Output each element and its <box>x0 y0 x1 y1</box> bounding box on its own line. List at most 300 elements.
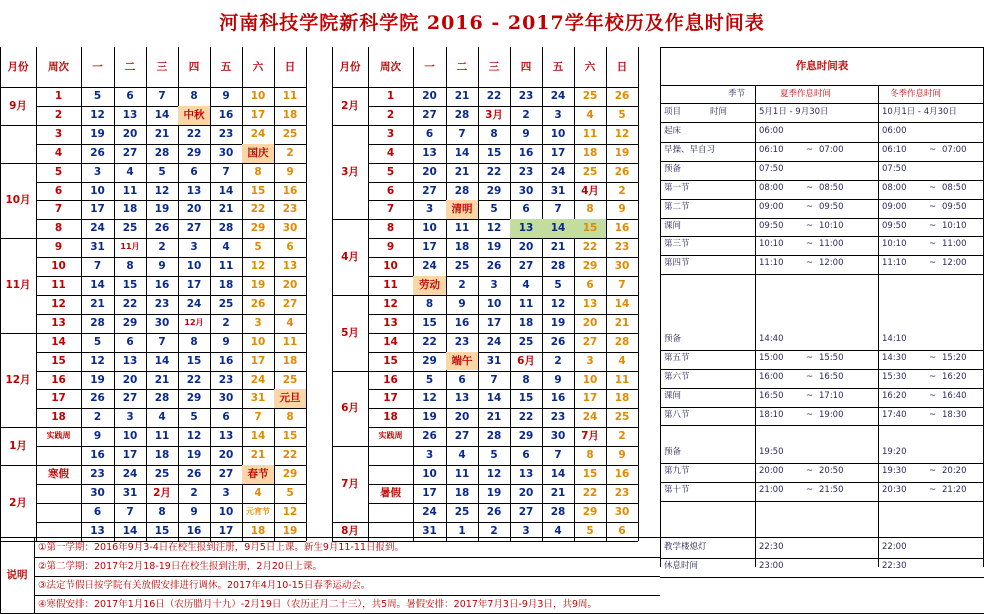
summer-start: 16:00 <box>759 371 784 382</box>
right-cal-day-cell: 11 <box>518 297 534 310</box>
right-cal-day-cell: 4 <box>618 354 626 367</box>
summer-end: 15:50 <box>819 352 844 363</box>
schedule-row-name: 课间 <box>664 220 682 231</box>
schedule-time-header: 时间 <box>710 107 728 117</box>
summer-dash: ~ <box>806 409 814 420</box>
right-cal-day-cell: 端午 <box>446 352 478 371</box>
right-cal-day-cell: 18 <box>614 392 630 405</box>
right-cal-day-cell: 9 <box>522 127 530 140</box>
schedule-row-name: 第三节 <box>664 239 690 250</box>
right-cal-day-cell: 26 <box>614 90 630 102</box>
right-cal-day-cell: 29 <box>582 505 598 518</box>
right-cal-week-number: 4 <box>386 146 395 159</box>
winter-start: 19:30 <box>882 466 907 477</box>
right-cal-day-cell: 1 <box>458 524 466 537</box>
left-cal-day-cell: 11 <box>282 335 298 348</box>
page-title: 河南科技学院新科学院 2016 - 2017学年校历及作息时间表 <box>219 12 765 34</box>
left-cal-day-cell: 25 <box>282 373 298 386</box>
left-cal-day-cell: 3 <box>126 411 134 424</box>
left-cal-day-cell: 23 <box>218 127 234 140</box>
right-cal-day-cell: 23 <box>550 411 566 424</box>
winter-start: 20:30 <box>882 485 907 496</box>
right-cal-day-cell: 10 <box>422 468 437 480</box>
right-cal-week-number: 14 <box>383 335 398 348</box>
right-cal-header-day: 四 <box>520 61 532 73</box>
left-cal-day-cell: 9 <box>286 165 294 178</box>
left-cal-day-cell: 28 <box>154 392 170 405</box>
summer-dash: ~ <box>806 201 814 212</box>
left-cal-day-cell: 19 <box>90 127 105 140</box>
left-cal-day-cell: 18 <box>282 108 298 121</box>
left-cal-day-cell: 21 <box>154 373 170 386</box>
right-cal-day-cell: 28 <box>454 108 470 121</box>
right-cal-day-cell: 2 <box>458 279 466 291</box>
left-cal-day-cell: 7 <box>158 90 166 102</box>
left-cal-day-cell: 14 <box>90 279 105 291</box>
left-cal-day-cell: 2 <box>222 316 230 329</box>
left-cal-day-cell: 29 <box>186 392 202 405</box>
winter-end: 10:10 <box>942 220 967 231</box>
summer-start: 06:10 <box>759 144 784 155</box>
right-cal-day-cell: 24 <box>422 505 437 518</box>
summer-start: 22:30 <box>759 541 784 552</box>
schedule-row-name: 预备 <box>664 333 682 344</box>
summer-end: 19:00 <box>819 409 844 420</box>
left-cal-day-cell: 18 <box>282 354 298 367</box>
grid-line <box>660 47 984 48</box>
left-cal-day-cell: 29 <box>122 316 138 329</box>
schedule-row-name: 第二节 <box>664 201 690 212</box>
left-cal-day-cell: 10 <box>250 335 266 348</box>
winter-end: 16:20 <box>942 371 967 382</box>
left-cal-day-cell: 24 <box>250 127 266 140</box>
left-cal-day-cell: 13 <box>122 354 138 367</box>
right-cal-day-cell: 4 <box>586 108 594 121</box>
grid-line <box>0 125 36 126</box>
schedule-title: 作息时间表 <box>795 60 849 72</box>
right-cal-day-cell: 3 <box>522 524 530 537</box>
schedule-row-name: 预备 <box>664 447 682 458</box>
left-cal-day-cell: 5 <box>93 335 102 348</box>
note-item: ③法定节假日按学院有关放假安排进行调休。2017年4月10-15日春季运动会。 <box>38 580 371 591</box>
right-cal-day-cell: 28 <box>550 260 566 273</box>
summer-start: 11:10 <box>759 258 784 269</box>
right-cal-day-cell: 16 <box>550 392 566 405</box>
right-cal-day-cell: 24 <box>550 165 566 178</box>
right-cal-day-cell: 26 <box>550 335 566 348</box>
left-cal-day-cell: 12 <box>282 505 298 518</box>
left-cal-day-cell: 13 <box>122 108 138 121</box>
left-cal-day-cell: 24 <box>186 297 202 310</box>
right-cal-week-number: 6 <box>386 184 395 197</box>
right-cal-day-cell: 18 <box>518 316 534 329</box>
right-cal-day-cell: 16 <box>614 222 630 235</box>
left-cal-week-number: 16 <box>51 373 66 386</box>
right-cal-day-cell: 5 <box>490 203 498 216</box>
right-cal-day-cell: 11 <box>614 373 630 386</box>
winter-start: 09:00 <box>882 201 907 212</box>
left-cal-day-cell: 9 <box>190 505 198 518</box>
right-cal-day-cell: 4月 <box>581 184 599 197</box>
left-cal-day-cell: 13 <box>90 524 105 537</box>
left-cal-week-number: 13 <box>51 316 66 329</box>
right-cal-day-cell: 19 <box>614 146 630 159</box>
winter-end: 12:00 <box>942 258 967 269</box>
schedule-row-name: 第四节 <box>664 258 690 269</box>
left-cal-day-cell: 16 <box>218 354 234 367</box>
left-cal-day-cell: 11 <box>282 90 298 102</box>
summer-dash: ~ <box>806 371 814 382</box>
left-cal-day-cell: 20 <box>282 279 298 291</box>
summer-end: 21:50 <box>819 485 844 496</box>
winter-end: 07:00 <box>942 144 967 155</box>
right-cal-day-cell: 26 <box>486 260 502 273</box>
right-cal-day-cell: 25 <box>518 335 534 348</box>
winter-start: 14:30 <box>882 352 907 363</box>
left-cal-day-cell: 17 <box>186 279 202 291</box>
right-cal-day-cell: 16 <box>518 146 534 159</box>
right-cal-day-cell: 20 <box>422 165 437 178</box>
right-cal-day-cell: 4 <box>554 524 562 537</box>
right-cal-day-cell: 5 <box>554 279 562 291</box>
left-cal-day-cell: 12 <box>90 354 105 367</box>
left-cal-day-cell: 30 <box>218 392 234 405</box>
grid-line <box>660 501 984 502</box>
right-cal-day-cell: 7月 <box>581 430 599 443</box>
note-item: ④寒假安排：2017年1月16日（农历腊月十九）-2月19日（农历正月二十三），共5周。暑假安排：2017年7月3日-9月3日，共9周。 <box>38 599 598 610</box>
grid-line <box>660 85 984 86</box>
left-cal-day-cell: 2 <box>190 486 198 499</box>
grid-line <box>332 446 368 447</box>
right-cal-day-cell: 6 <box>522 203 530 216</box>
left-cal-day-cell: 15 <box>282 430 298 443</box>
summer-start: 23:00 <box>759 560 784 571</box>
right-cal-day-cell: 17 <box>486 316 502 329</box>
left-cal-week-number: 实践周 <box>46 431 71 441</box>
right-cal-day-cell: 4 <box>458 449 466 462</box>
right-cal-day-cell: 17 <box>422 486 437 499</box>
right-cal-day-cell: 16 <box>614 468 630 480</box>
winter-start: 22:30 <box>882 560 907 571</box>
left-cal-header-day: 五 <box>220 61 232 73</box>
right-cal-day-cell: 25 <box>454 505 470 518</box>
right-cal-day-cell: 30 <box>550 430 566 443</box>
summer-start: 08:00 <box>759 182 784 193</box>
summer-end: 12:00 <box>819 258 844 269</box>
grid-line <box>0 537 984 538</box>
summer-start: 09:00 <box>759 201 784 212</box>
summer-start: 09:50 <box>759 220 784 231</box>
winter-start: 11:10 <box>882 258 907 269</box>
left-cal-day-cell: 22 <box>186 373 202 386</box>
left-cal-header-week: 周次 <box>48 61 69 73</box>
left-cal-day-cell: 15 <box>122 279 138 291</box>
summer-end: 16:50 <box>819 371 844 382</box>
right-cal-day-cell: 21 <box>454 90 470 102</box>
schedule-row-name: 第十节 <box>664 485 690 496</box>
left-cal-day-cell: 12 <box>250 260 266 273</box>
right-cal-day-cell: 27 <box>422 108 437 121</box>
left-cal-day-cell: 3 <box>190 241 198 254</box>
summer-dash: ~ <box>806 239 814 250</box>
left-cal-day-cell: 4 <box>254 486 262 499</box>
left-cal-month-label: 1月 <box>9 440 27 453</box>
left-cal-day-cell: 28 <box>90 316 105 329</box>
schedule-season-header: 季节 <box>728 89 746 99</box>
right-cal-day-cell: 19 <box>422 411 437 424</box>
summer-start: 18:10 <box>759 409 784 420</box>
right-cal-day-cell: 29 <box>486 184 502 197</box>
right-cal-day-cell: 12 <box>422 392 437 405</box>
left-cal-day-cell: 28 <box>218 222 234 235</box>
left-cal-header-month: 月份 <box>7 61 29 73</box>
right-cal-day-cell: 6 <box>586 279 594 291</box>
right-cal-day-cell: 23 <box>614 486 630 499</box>
right-cal-day-cell: 15 <box>486 146 502 159</box>
schedule-row-name: 第六节 <box>664 371 690 382</box>
left-cal-day-cell: 31 <box>250 392 266 405</box>
right-cal-day-cell: 22 <box>582 486 598 499</box>
winter-start: 15:30 <box>882 371 907 382</box>
right-cal-week-number: 2 <box>386 108 395 121</box>
right-cal-week-number <box>368 446 413 465</box>
schedule-item-header: 项目 <box>664 107 682 117</box>
left-cal-day-cell: 春节 <box>242 465 274 484</box>
winter-start: 17:40 <box>882 409 907 420</box>
right-cal-day-cell: 12 <box>486 222 502 235</box>
right-cal-day-cell: 23 <box>518 90 534 102</box>
left-cal-day-cell: 22 <box>186 127 202 140</box>
left-cal-day-cell: 8 <box>254 165 262 178</box>
left-cal-day-cell: 17 <box>218 524 234 537</box>
winter-end: 21:20 <box>942 485 967 496</box>
grid-line <box>332 47 333 541</box>
right-cal-day-cell: 21 <box>454 165 470 178</box>
schedule-row-name: 第九节 <box>664 466 690 477</box>
left-cal-day-cell: 2 <box>158 241 166 254</box>
right-cal-day-cell: 清明 <box>446 200 478 219</box>
winter-start: 07:50 <box>882 163 907 174</box>
winter-start: 14:10 <box>882 333 907 344</box>
right-cal-day-cell: 20 <box>454 411 470 424</box>
left-cal-day-cell: 中秋 <box>178 106 210 125</box>
left-cal-header-day: 六 <box>252 61 264 73</box>
left-cal-day-cell: 元宵节 <box>246 506 270 516</box>
right-cal-day-cell: 6 <box>458 373 466 386</box>
right-cal-day-cell: 28 <box>486 430 502 443</box>
right-cal-day-cell: 27 <box>518 260 534 273</box>
left-cal-day-cell: 2 <box>286 146 294 159</box>
right-cal-day-cell: 28 <box>454 184 470 197</box>
grid-line <box>0 465 36 466</box>
right-cal-day-cell: 5 <box>586 524 594 537</box>
right-cal-day-cell: 15 <box>582 468 598 480</box>
grid-line <box>0 427 36 428</box>
right-cal-header-day: 一 <box>424 61 435 73</box>
right-cal-month-label: 8月 <box>341 525 359 538</box>
winter-start: 10:10 <box>882 239 907 250</box>
right-cal-month-label: 5月 <box>341 326 359 339</box>
left-cal-day-cell: 29 <box>250 222 266 235</box>
right-cal-day-cell: 3 <box>586 354 594 367</box>
right-cal-day-cell: 5 <box>490 449 498 462</box>
right-cal-day-cell: 27 <box>582 335 598 348</box>
left-cal-day-cell: 18 <box>250 524 266 537</box>
left-cal-month-label: 2月 <box>9 496 27 509</box>
right-cal-week-number <box>368 503 413 522</box>
left-cal-day-cell: 12 <box>154 184 170 197</box>
summer-range: 5月1日 - 9月30日 <box>759 107 829 117</box>
right-cal-day-cell: 30 <box>518 184 534 197</box>
right-cal-month-label: 2月 <box>341 99 359 112</box>
left-cal-header-day: 二 <box>124 61 136 73</box>
right-cal-day-cell: 劳动 <box>413 276 446 295</box>
right-cal-day-cell: 29 <box>422 354 437 367</box>
left-cal-day-cell: 10 <box>250 90 266 102</box>
right-cal-day-cell: 15 <box>422 316 437 329</box>
right-cal-day-cell: 10 <box>486 297 502 310</box>
left-cal-day-cell: 16 <box>154 279 170 291</box>
grid-line <box>332 371 368 372</box>
left-cal-day-cell: 26 <box>250 297 266 310</box>
right-cal-day-cell: 22 <box>486 165 502 178</box>
left-cal-day-cell: 国庆 <box>242 144 274 163</box>
left-cal-day-cell: 22 <box>250 203 266 216</box>
left-cal-day-cell: 24 <box>122 468 138 480</box>
right-cal-day-cell: 13 <box>510 219 542 238</box>
summer-end: 10:10 <box>819 220 844 231</box>
left-cal-day-cell: 26 <box>154 222 170 235</box>
left-cal-day-cell: 29 <box>186 146 202 159</box>
left-cal-day-cell: 31 <box>90 241 105 254</box>
left-cal-day-cell: 5 <box>286 486 294 499</box>
right-cal-day-cell: 3月 <box>485 108 503 121</box>
right-cal-day-cell: 25 <box>454 260 470 273</box>
winter-start: 06:00 <box>882 126 907 136</box>
right-cal-day-cell: 12 <box>550 297 566 310</box>
right-cal-day-cell: 23 <box>614 241 630 254</box>
right-cal-day-cell: 27 <box>518 505 534 518</box>
left-cal-day-cell: 16 <box>186 524 202 537</box>
left-cal-day-cell: 18 <box>122 203 138 216</box>
left-cal-day-cell: 2月 <box>153 486 171 499</box>
left-cal-day-cell: 7 <box>222 165 230 178</box>
right-cal-day-cell: 10 <box>422 222 437 235</box>
left-cal-header-day: 日 <box>284 61 296 73</box>
left-cal-day-cell: 22 <box>282 449 298 462</box>
right-cal-day-cell: 6 <box>522 449 530 462</box>
left-cal-day-cell: 9 <box>158 260 166 273</box>
left-cal-day-cell: 11 <box>122 184 138 197</box>
left-cal-day-cell: 15 <box>186 354 202 367</box>
winter-end: 20:20 <box>942 466 967 477</box>
left-cal-day-cell: 3 <box>93 165 102 178</box>
right-cal-day-cell: 9 <box>458 297 466 310</box>
right-cal-day-cell: 16 <box>454 316 470 329</box>
right-cal-day-cell: 19 <box>550 316 566 329</box>
left-cal-day-cell: 4 <box>158 411 166 424</box>
left-cal-day-cell: 30 <box>282 222 298 235</box>
schedule-row-name: 第五节 <box>664 352 690 363</box>
summer-end: 09:50 <box>819 201 844 212</box>
left-cal-day-cell: 14 <box>218 184 234 197</box>
left-cal-day-cell: 23 <box>218 373 234 386</box>
right-cal-header-day: 六 <box>584 61 596 73</box>
left-cal-day-cell: 12 <box>186 430 202 443</box>
right-cal-day-cell: 3 <box>490 279 498 291</box>
left-cal-day-cell: 12月 <box>184 317 204 327</box>
schedule-row-name: 早操、早自习 <box>664 144 716 155</box>
grid-line <box>878 85 879 567</box>
schedule-row-name: 起床 <box>664 126 682 136</box>
left-cal-week-number: 2 <box>54 108 63 121</box>
right-cal-day-cell: 14 <box>614 297 630 310</box>
left-cal-day-cell: 16 <box>218 108 234 121</box>
left-cal-day-cell: 7 <box>254 411 262 424</box>
right-cal-week-number: 17 <box>383 392 398 405</box>
grid-line <box>306 47 307 541</box>
left-cal-day-cell: 10 <box>122 430 138 443</box>
right-cal-day-cell: 30 <box>614 260 630 273</box>
left-cal-day-cell: 19 <box>186 449 202 462</box>
summer-start: 15:00 <box>759 352 784 363</box>
right-cal-day-cell: 15 <box>518 392 534 405</box>
left-cal-day-cell: 12 <box>90 108 105 121</box>
right-cal-day-cell: 2 <box>618 430 626 443</box>
left-cal-day-cell: 14 <box>154 108 170 121</box>
right-cal-day-cell: 20 <box>422 90 437 102</box>
grid-line <box>755 85 756 567</box>
grid-line <box>34 557 660 558</box>
left-cal-week-number: 18 <box>51 411 66 424</box>
right-cal-week-number: 5 <box>386 165 395 178</box>
right-cal-day-cell: 14 <box>454 146 470 159</box>
right-cal-month-label: 4月 <box>341 251 359 264</box>
left-cal-day-cell: 6 <box>126 90 134 102</box>
right-cal-day-cell: 27 <box>454 430 470 443</box>
right-cal-day-cell: 18 <box>454 486 470 499</box>
left-cal-day-cell: 21 <box>250 449 266 462</box>
right-cal-day-cell: 6月 <box>517 354 535 367</box>
right-cal-day-cell: 24 <box>486 335 502 348</box>
right-cal-day-cell: 6 <box>425 127 434 140</box>
left-cal-day-cell: 30 <box>90 486 105 499</box>
left-cal-day-cell: 16 <box>282 184 298 197</box>
left-cal-day-cell: 10 <box>186 260 202 273</box>
winter-dash: ~ <box>929 144 937 155</box>
left-cal-day-cell: 6 <box>126 335 134 348</box>
summer-dash: ~ <box>806 220 814 231</box>
summer-start: 19:50 <box>759 447 784 458</box>
summer-dash: ~ <box>806 144 814 155</box>
winter-start: 16:20 <box>882 390 907 401</box>
left-cal-day-cell: 5 <box>93 90 102 102</box>
right-cal-day-cell: 26 <box>486 505 502 518</box>
summer-start: 20:00 <box>759 466 784 477</box>
left-cal-day-cell: 8 <box>126 260 134 273</box>
left-cal-month-label: 12月 <box>5 373 31 386</box>
right-cal-day-cell: 8 <box>425 297 434 310</box>
right-cal-header-month: 月份 <box>339 61 361 73</box>
left-cal-day-cell: 17 <box>90 203 105 216</box>
left-cal-day-cell: 21 <box>90 297 105 310</box>
winter-start: 22:00 <box>882 541 907 552</box>
left-cal-day-cell: 5 <box>190 411 198 424</box>
right-cal-day-cell: 9 <box>618 203 626 216</box>
left-cal-day-cell: 11 <box>218 260 234 273</box>
grid-line <box>0 238 36 239</box>
left-cal-day-cell: 20 <box>122 373 138 386</box>
